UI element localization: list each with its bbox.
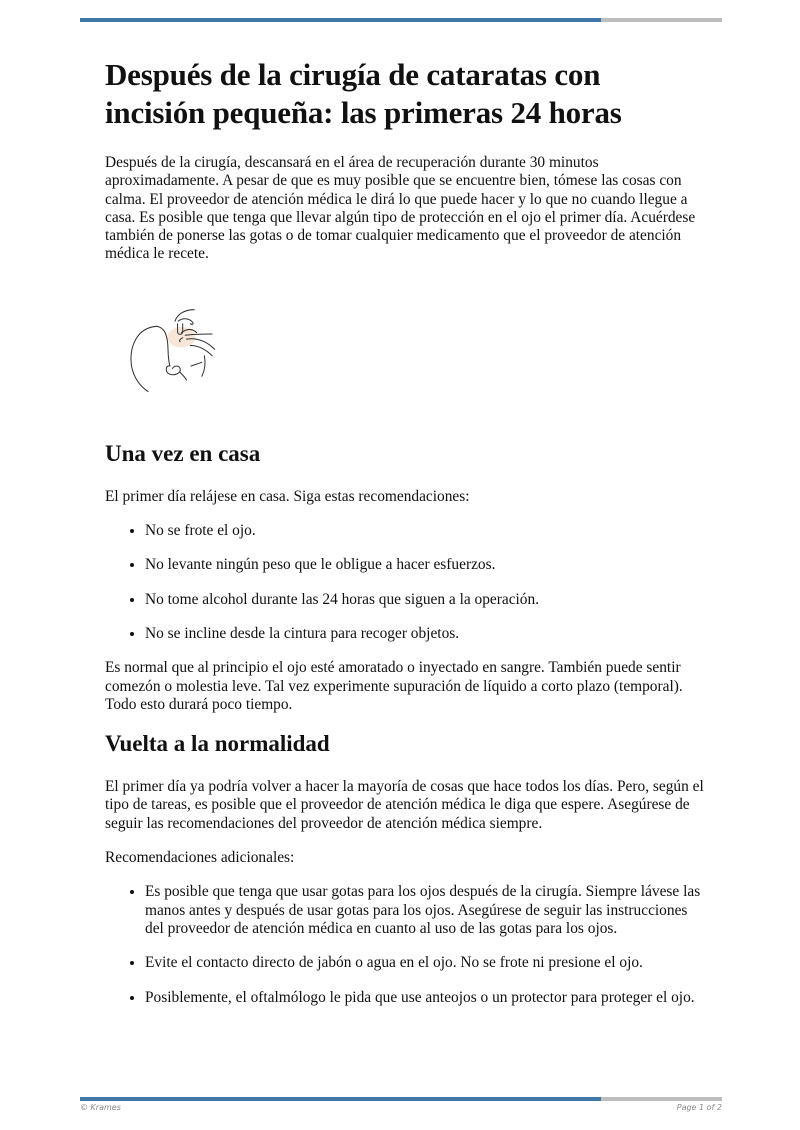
header-rule-remainder	[601, 18, 722, 22]
list-item: • No se incline desde la cintura para recoger objetos.	[145, 625, 705, 643]
section-after-paragraph: Es normal que al principio el ojo esté amoratado o inyectado en sangre. También puede sentir comezón o molestia leve. Tal vez experimente supuración de líquido a corto plazo (temporal). Todo esto durará poco tiempo.	[105, 659, 683, 713]
document-body	[105, 56, 705, 1023]
list-item: • Evite el contacto directo de jabón o agua en el ojo. No se frote ni presione el ojo.	[145, 954, 705, 972]
list-item: • Es posible que tenga que usar gotas para los ojos después de la cirugía. Siempre lávese las manos antes y después de usar gotas para los ojos. Asegúrese de seguir las instrucciones del proveedor de atención médica en cuanto al uso de las gotas para los ojos.	[145, 883, 705, 938]
recommendations-list-home	[105, 522, 705, 643]
recommendations-list-additional	[105, 883, 705, 1006]
eye-drops-illustration	[111, 280, 271, 420]
copyright-text: © Krames	[80, 1103, 121, 1112]
page-footer	[80, 1103, 722, 1112]
section-lead: El primer día ya podría volver a hacer la mayoría de cosas que hace todos los días. Pero, según el tipo de tareas, es posible que el proveedor de atención médica le diga que espere. Asegúrese de seguir las recomendaciones del proveedor de atención médica siempre.	[105, 778, 704, 832]
list-item: • No tome alcohol durante las 24 horas que siguen a la operación.	[145, 591, 705, 609]
footer-rule-progress	[80, 1097, 601, 1101]
list-item: • No levante ningún peso que le obligue a hacer esfuerzos.	[145, 556, 705, 574]
page-number: Page 1 of 2	[676, 1103, 722, 1112]
page-title: Después de la cirugía de cataratas con incisión pequeña: las primeras 24 horas	[105, 57, 622, 130]
section-lead: El primer día relájese en casa. Siga estas recomendaciones:	[105, 487, 470, 505]
footer-rule-remainder	[601, 1097, 722, 1101]
header-rule	[80, 18, 722, 22]
section-heading-vuelta-a-la-normalidad: Vuelta a la normalidad	[105, 731, 330, 757]
list-item: • No se frote el ojo.	[145, 522, 705, 540]
header-rule-progress	[80, 18, 601, 22]
footer-rule	[80, 1097, 722, 1101]
list-item: • Posiblemente, el oftalmólogo le pida que use anteojos o un protector para proteger el ojo.	[145, 989, 705, 1007]
section-lead-additional: Recomendaciones adicionales:	[105, 849, 295, 867]
intro-paragraph: Después de la cirugía, descansará en el área de recuperación durante 30 minutos aproximadamente. A pesar de que es muy posible que se encuentre bien, tómese las cosas con calma. El proveedor de atención médica le dirá lo que puede hacer y lo que no cuando llegue a casa. Es posible que tenga que llevar algún tipo de protección en el ojo el primer día. Acuérdese también de ponerse las gotas o de tomar cualquier medicamento que el proveedor de atención médica le recete.	[105, 154, 696, 263]
section-heading-una-vez-en-casa: Una vez en casa	[105, 440, 261, 466]
